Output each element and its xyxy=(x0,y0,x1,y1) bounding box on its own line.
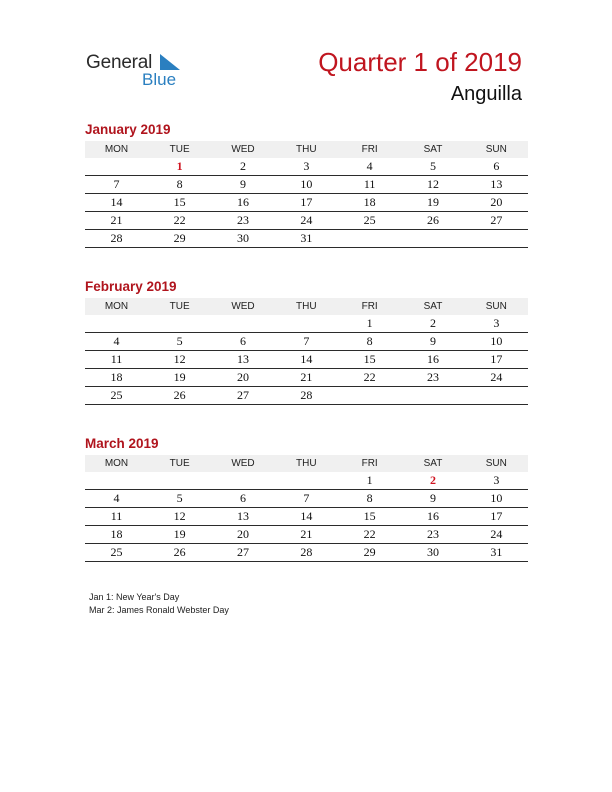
day-cell: 19 xyxy=(148,369,211,387)
day-cell: 2 xyxy=(211,158,274,176)
day-cell: 8 xyxy=(338,333,401,351)
empty-day-cell xyxy=(148,315,211,333)
day-cell: 12 xyxy=(148,351,211,369)
weekday-header: FRI xyxy=(338,141,401,158)
day-cell: 23 xyxy=(401,526,464,544)
day-cell: 3 xyxy=(465,315,528,333)
day-cell: 12 xyxy=(148,508,211,526)
holiday-day-cell: 1 xyxy=(148,158,211,176)
week-row xyxy=(85,230,528,248)
holiday-notes xyxy=(89,591,229,617)
day-cell: 17 xyxy=(465,508,528,526)
day-cell: 22 xyxy=(338,369,401,387)
day-cell: 11 xyxy=(338,176,401,194)
day-cell: 3 xyxy=(275,158,338,176)
day-cell: 9 xyxy=(401,490,464,508)
weekday-header: WED xyxy=(211,455,274,472)
month-grid xyxy=(85,141,528,248)
day-cell: 16 xyxy=(211,194,274,212)
weekday-header-row xyxy=(85,298,528,315)
weekday-header: WED xyxy=(211,298,274,315)
day-cell: 23 xyxy=(401,369,464,387)
holiday-note: Mar 2: James Ronald Webster Day xyxy=(89,605,229,615)
weekday-header: THU xyxy=(275,141,338,158)
day-cell: 20 xyxy=(211,369,274,387)
day-cell: 9 xyxy=(211,176,274,194)
day-cell: 25 xyxy=(85,544,148,562)
day-cell: 17 xyxy=(275,194,338,212)
week-row xyxy=(85,472,528,490)
empty-day-cell xyxy=(148,472,211,490)
holiday-note: Jan 1: New Year's Day xyxy=(89,592,180,602)
day-cell: 15 xyxy=(148,194,211,212)
day-cell: 25 xyxy=(85,387,148,405)
day-cell: 14 xyxy=(85,194,148,212)
empty-day-cell xyxy=(465,387,528,405)
month-block-february xyxy=(85,278,528,405)
day-cell: 17 xyxy=(465,351,528,369)
weekday-header: FRI xyxy=(338,455,401,472)
empty-day-cell xyxy=(275,472,338,490)
day-cell: 20 xyxy=(211,526,274,544)
week-row xyxy=(85,544,528,562)
month-title: March 2019 xyxy=(85,436,159,451)
week-row xyxy=(85,315,528,333)
day-cell: 1 xyxy=(338,315,401,333)
month-title: January 2019 xyxy=(85,122,171,137)
day-cell: 26 xyxy=(401,212,464,230)
day-cell: 25 xyxy=(338,212,401,230)
day-cell: 26 xyxy=(148,387,211,405)
week-row xyxy=(85,158,528,176)
day-cell: 14 xyxy=(275,351,338,369)
weekday-header: MON xyxy=(85,141,148,158)
day-cell: 8 xyxy=(148,176,211,194)
day-cell: 2 xyxy=(401,315,464,333)
country-name: Anguilla xyxy=(450,83,522,105)
day-cell: 7 xyxy=(275,333,338,351)
day-cell: 13 xyxy=(211,508,274,526)
weekday-header: MON xyxy=(85,298,148,315)
day-cell: 19 xyxy=(148,526,211,544)
day-cell: 14 xyxy=(275,508,338,526)
day-cell: 6 xyxy=(211,490,274,508)
month-title: February 2019 xyxy=(85,279,177,294)
day-cell: 23 xyxy=(211,212,274,230)
empty-day-cell xyxy=(85,315,148,333)
day-cell: 9 xyxy=(401,333,464,351)
day-cell: 18 xyxy=(85,369,148,387)
day-cell: 18 xyxy=(85,526,148,544)
day-cell: 15 xyxy=(338,508,401,526)
day-cell: 16 xyxy=(401,508,464,526)
day-cell: 4 xyxy=(85,333,148,351)
empty-day-cell xyxy=(338,387,401,405)
weekday-header: SUN xyxy=(465,141,528,158)
day-cell: 13 xyxy=(211,351,274,369)
weekday-header: SAT xyxy=(401,298,464,315)
weekday-header: THU xyxy=(275,298,338,315)
page-title: Quarter 1 of 2019 xyxy=(318,47,522,77)
day-cell: 6 xyxy=(465,158,528,176)
day-cell: 3 xyxy=(465,472,528,490)
day-cell: 10 xyxy=(275,176,338,194)
day-cell: 4 xyxy=(85,490,148,508)
day-cell: 13 xyxy=(465,176,528,194)
empty-day-cell xyxy=(338,230,401,248)
logo-blue-text: Blue xyxy=(142,70,177,89)
day-cell: 11 xyxy=(85,508,148,526)
day-cell: 5 xyxy=(401,158,464,176)
day-cell: 5 xyxy=(148,490,211,508)
day-cell: 15 xyxy=(338,351,401,369)
month-grid xyxy=(85,455,528,562)
month-block-march xyxy=(85,435,528,562)
day-cell: 31 xyxy=(465,544,528,562)
weekday-header: SUN xyxy=(465,298,528,315)
day-cell: 1 xyxy=(338,472,401,490)
weekday-header-row xyxy=(85,141,528,158)
weekday-header: TUE xyxy=(148,141,211,158)
day-cell: 21 xyxy=(275,526,338,544)
month-grid xyxy=(85,298,528,405)
day-cell: 24 xyxy=(465,526,528,544)
general-blue-logo xyxy=(86,50,196,90)
week-row xyxy=(85,212,528,230)
week-row xyxy=(85,490,528,508)
week-row xyxy=(85,508,528,526)
day-cell: 20 xyxy=(465,194,528,212)
weekday-header: TUE xyxy=(148,455,211,472)
week-row xyxy=(85,194,528,212)
week-row xyxy=(85,369,528,387)
empty-day-cell xyxy=(401,230,464,248)
day-cell: 31 xyxy=(275,230,338,248)
day-cell: 11 xyxy=(85,351,148,369)
weekday-header: THU xyxy=(275,455,338,472)
day-cell: 21 xyxy=(85,212,148,230)
day-cell: 30 xyxy=(211,230,274,248)
weekday-header: FRI xyxy=(338,298,401,315)
month-block-january xyxy=(85,121,528,248)
weekday-header-row xyxy=(85,455,528,472)
weekday-header: TUE xyxy=(148,298,211,315)
empty-day-cell xyxy=(275,315,338,333)
day-cell: 10 xyxy=(465,490,528,508)
day-cell: 5 xyxy=(148,333,211,351)
logo-general-text: General xyxy=(86,52,153,73)
day-cell: 22 xyxy=(148,212,211,230)
day-cell: 7 xyxy=(275,490,338,508)
week-row xyxy=(85,333,528,351)
week-row xyxy=(85,387,528,405)
day-cell: 12 xyxy=(401,176,464,194)
day-cell: 29 xyxy=(338,544,401,562)
day-cell: 28 xyxy=(275,544,338,562)
day-cell: 4 xyxy=(338,158,401,176)
week-row xyxy=(85,526,528,544)
empty-day-cell xyxy=(401,387,464,405)
weekday-header: SUN xyxy=(465,455,528,472)
week-row xyxy=(85,176,528,194)
day-cell: 27 xyxy=(211,544,274,562)
weekday-header: MON xyxy=(85,455,148,472)
holiday-day-cell: 2 xyxy=(401,472,464,490)
day-cell: 26 xyxy=(148,544,211,562)
empty-day-cell xyxy=(211,315,274,333)
day-cell: 6 xyxy=(211,333,274,351)
day-cell: 24 xyxy=(275,212,338,230)
day-cell: 18 xyxy=(338,194,401,212)
day-cell: 19 xyxy=(401,194,464,212)
day-cell: 30 xyxy=(401,544,464,562)
day-cell: 27 xyxy=(211,387,274,405)
empty-day-cell xyxy=(211,472,274,490)
day-cell: 10 xyxy=(465,333,528,351)
day-cell: 21 xyxy=(275,369,338,387)
logo-triangle-icon xyxy=(160,54,182,72)
weekday-header: WED xyxy=(211,141,274,158)
day-cell: 28 xyxy=(85,230,148,248)
weekday-header: SAT xyxy=(401,455,464,472)
day-cell: 16 xyxy=(401,351,464,369)
empty-day-cell xyxy=(465,230,528,248)
day-cell: 8 xyxy=(338,490,401,508)
day-cell: 7 xyxy=(85,176,148,194)
day-cell: 27 xyxy=(465,212,528,230)
empty-day-cell xyxy=(85,472,148,490)
weekday-header: SAT xyxy=(401,141,464,158)
day-cell: 28 xyxy=(275,387,338,405)
day-cell: 22 xyxy=(338,526,401,544)
week-row xyxy=(85,351,528,369)
day-cell: 24 xyxy=(465,369,528,387)
day-cell: 29 xyxy=(148,230,211,248)
empty-day-cell xyxy=(85,158,148,176)
